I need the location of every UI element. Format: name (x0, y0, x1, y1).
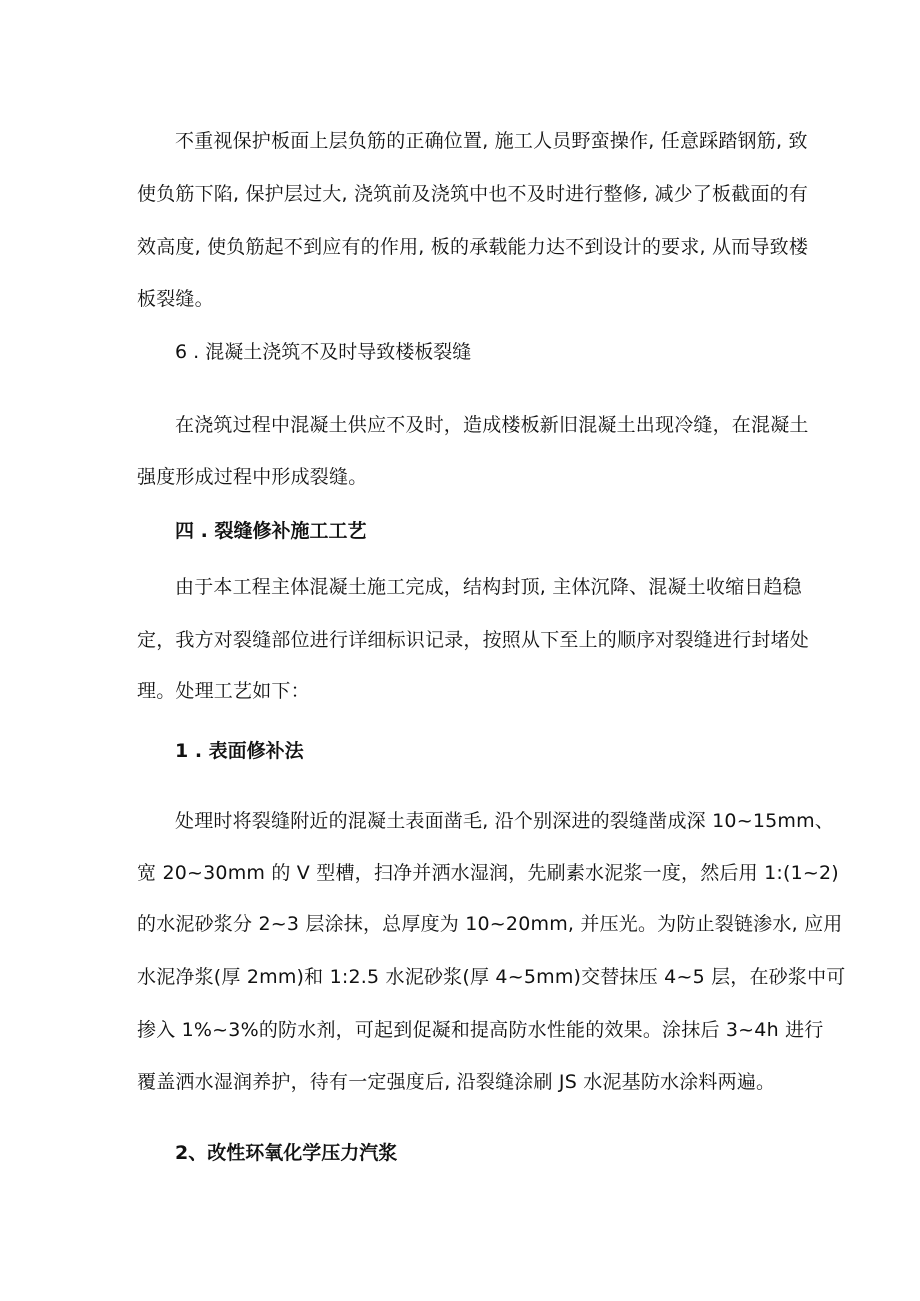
paragraph-2-line-2: 强度形成过程中形成裂缝。 (137, 466, 368, 488)
section-heading-4: 四 . 裂缝修补施工工艺 (175, 520, 367, 542)
section-heading-2: 2、改性环氧化学压力汽浆 (175, 1142, 398, 1164)
paragraph-2-line-1: 在浇筑过程中混凝土供应不及时，造成楼板新旧混凝土出现冷缝，在混凝土 (175, 414, 809, 436)
paragraph-4-line-5: 掺入 1%~3%的防水剂，可起到促凝和提高防水性能的效果。涂抹后 3~4h 进行 (137, 1019, 824, 1041)
paragraph-4-line-2: 宽 20~30mm 的 V 型槽，扫净并洒水湿润，先刷素水泥浆一度，然后用 1:(1~2) (137, 862, 839, 884)
paragraph-4-line-1: 处理时将裂缝附近的混凝土表面凿毛, 沿个别深进的裂缝凿成深 10~15mm、 (175, 810, 835, 832)
section-heading-6: 6 . 混凝土浇筑不及时导致楼板裂缝 (175, 341, 472, 363)
paragraph-3-line-3: 理。处理工艺如下： (137, 680, 310, 702)
paragraph-4-line-4: 水泥净浆(厚 2mm)和 1:2.5 水泥砂浆(厚 4~5mm)交替抹压 4~5 层，在砂浆中可 (137, 966, 846, 988)
paragraph-1-line-3: 效高度, 使负筋起不到应有的作用, 板的承载能力达不到设计的要求, 从而导致楼 (137, 236, 809, 258)
paragraph-3-line-1: 由于本工程主体混凝土施工完成，结构封顶, 主体沉降、混凝土收缩日趋稳 (175, 576, 802, 598)
paragraph-1-line-1: 不重视保护板面上层负筋的正确位置, 施工人员野蛮操作, 任意踩踏钢筋, 致 (175, 130, 808, 152)
paragraph-3-line-2: 定，我方对裂缝部位进行详细标识记录，按照从下至上的顺序对裂缝进行封堵处 (137, 629, 810, 651)
paragraph-1-line-4: 板裂缝。 (137, 288, 214, 310)
paragraph-4-line-6: 覆盖洒水湿润养护，待有一定强度后, 沿裂缝涂刷 JS 水泥基防水涂料两遍。 (137, 1071, 776, 1093)
section-heading-1: 1 . 表面修补法 (175, 740, 304, 762)
paragraph-4-line-3: 的水泥砂浆分 2~3 层涂抹，总厚度为 10~20mm, 并压光。为防止裂链渗水, 应用 (137, 913, 843, 935)
paragraph-1-line-2: 使负筋下陷, 保护层过大, 浇筑前及浇筑中也不及时进行整修, 减少了板截面的有 (137, 183, 809, 205)
